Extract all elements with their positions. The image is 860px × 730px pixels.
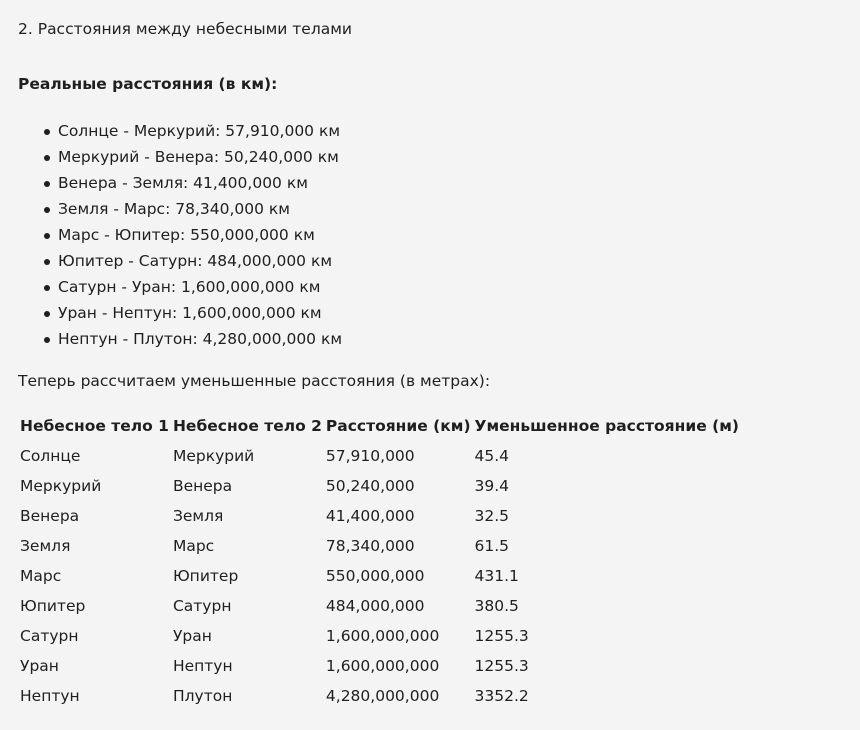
list-item: Уран - Нептун: 1,600,000,000 км bbox=[44, 301, 342, 327]
table-cell: 39.4 bbox=[474, 477, 510, 495]
table-row bbox=[18, 591, 741, 621]
table-cell: 484,000,000 bbox=[325, 597, 425, 615]
table-cell: 57,910,000 bbox=[325, 447, 415, 465]
table-cell: Сатурн bbox=[172, 597, 232, 615]
table-cell: 45.4 bbox=[474, 447, 510, 465]
section-title: 2. Расстояния между небесными телами bbox=[18, 20, 352, 38]
intro-text: Теперь рассчитаем уменьшенные расстояния (в метрах): bbox=[18, 372, 491, 390]
table-row bbox=[18, 471, 741, 501]
real-distances-heading: Реальные расстояния (в км): bbox=[18, 75, 278, 93]
column-header: Небесное тело 2 bbox=[172, 417, 322, 435]
table-cell: Нептун bbox=[172, 657, 233, 675]
table-cell: 50,240,000 bbox=[325, 477, 415, 495]
table-row bbox=[18, 621, 741, 651]
table-cell: 380.5 bbox=[474, 597, 519, 615]
table-cell: 32.5 bbox=[474, 507, 510, 525]
table-cell: Юпитер bbox=[20, 597, 86, 615]
table-cell: Земля bbox=[20, 537, 71, 555]
table-cell: Нептун bbox=[20, 687, 80, 705]
table-cell: 550,000,000 bbox=[325, 567, 425, 585]
table-cell: Меркурий bbox=[172, 447, 255, 465]
list-item: Меркурий - Венера: 50,240,000 км bbox=[44, 145, 342, 171]
distance-table bbox=[18, 411, 741, 711]
table-row bbox=[18, 501, 741, 531]
distance-list bbox=[44, 119, 342, 353]
table-cell: Солнце bbox=[20, 447, 81, 465]
list-item: Марс - Юпитер: 550,000,000 км bbox=[44, 223, 342, 249]
table-cell: 1,600,000,000 bbox=[325, 627, 440, 645]
table-cell: Меркурий bbox=[20, 477, 102, 495]
column-header: Уменьшенное расстояние (м) bbox=[474, 417, 739, 435]
list-item: Сатурн - Уран: 1,600,000,000 км bbox=[44, 275, 342, 301]
list-item: Венера - Земля: 41,400,000 км bbox=[44, 171, 342, 197]
table-cell: Сатурн bbox=[20, 627, 79, 645]
column-header: Небесное тело 1 bbox=[20, 417, 169, 435]
table-cell: 41,400,000 bbox=[325, 507, 415, 525]
table-cell: 4,280,000,000 bbox=[325, 687, 440, 705]
table-cell: Уран bbox=[20, 657, 59, 675]
list-item: Земля - Марс: 78,340,000 км bbox=[44, 197, 342, 223]
table-cell: Плутон bbox=[172, 687, 233, 705]
table-cell: Марс bbox=[172, 537, 215, 555]
table-cell: 3352.2 bbox=[474, 687, 529, 705]
table-cell: Юпитер bbox=[172, 567, 239, 585]
table-cell: Венера bbox=[172, 477, 233, 495]
table-cell: Уран bbox=[172, 627, 212, 645]
table-row bbox=[18, 531, 741, 561]
table-row bbox=[18, 561, 741, 591]
table-cell: Земля bbox=[172, 507, 224, 525]
table-cell: 1255.3 bbox=[474, 627, 529, 645]
list-item: Солнце - Меркурий: 57,910,000 км bbox=[44, 119, 342, 145]
table-cell: 1,600,000,000 bbox=[325, 657, 440, 675]
list-item: Юпитер - Сатурн: 484,000,000 км bbox=[44, 249, 342, 275]
list-item: Нептун - Плутон: 4,280,000,000 км bbox=[44, 327, 342, 353]
table-row bbox=[18, 441, 741, 471]
column-header: Расстояние (км) bbox=[325, 417, 471, 435]
table-cell: Венера bbox=[20, 507, 80, 525]
table-cell: Марс bbox=[20, 567, 62, 585]
table-cell: 431.1 bbox=[474, 567, 519, 585]
table-row bbox=[18, 651, 741, 681]
table-row bbox=[18, 681, 741, 711]
table-cell: 61.5 bbox=[474, 537, 510, 555]
table-cell: 1255.3 bbox=[474, 657, 529, 675]
table-cell: 78,340,000 bbox=[325, 537, 415, 555]
table-header-row bbox=[18, 411, 741, 441]
